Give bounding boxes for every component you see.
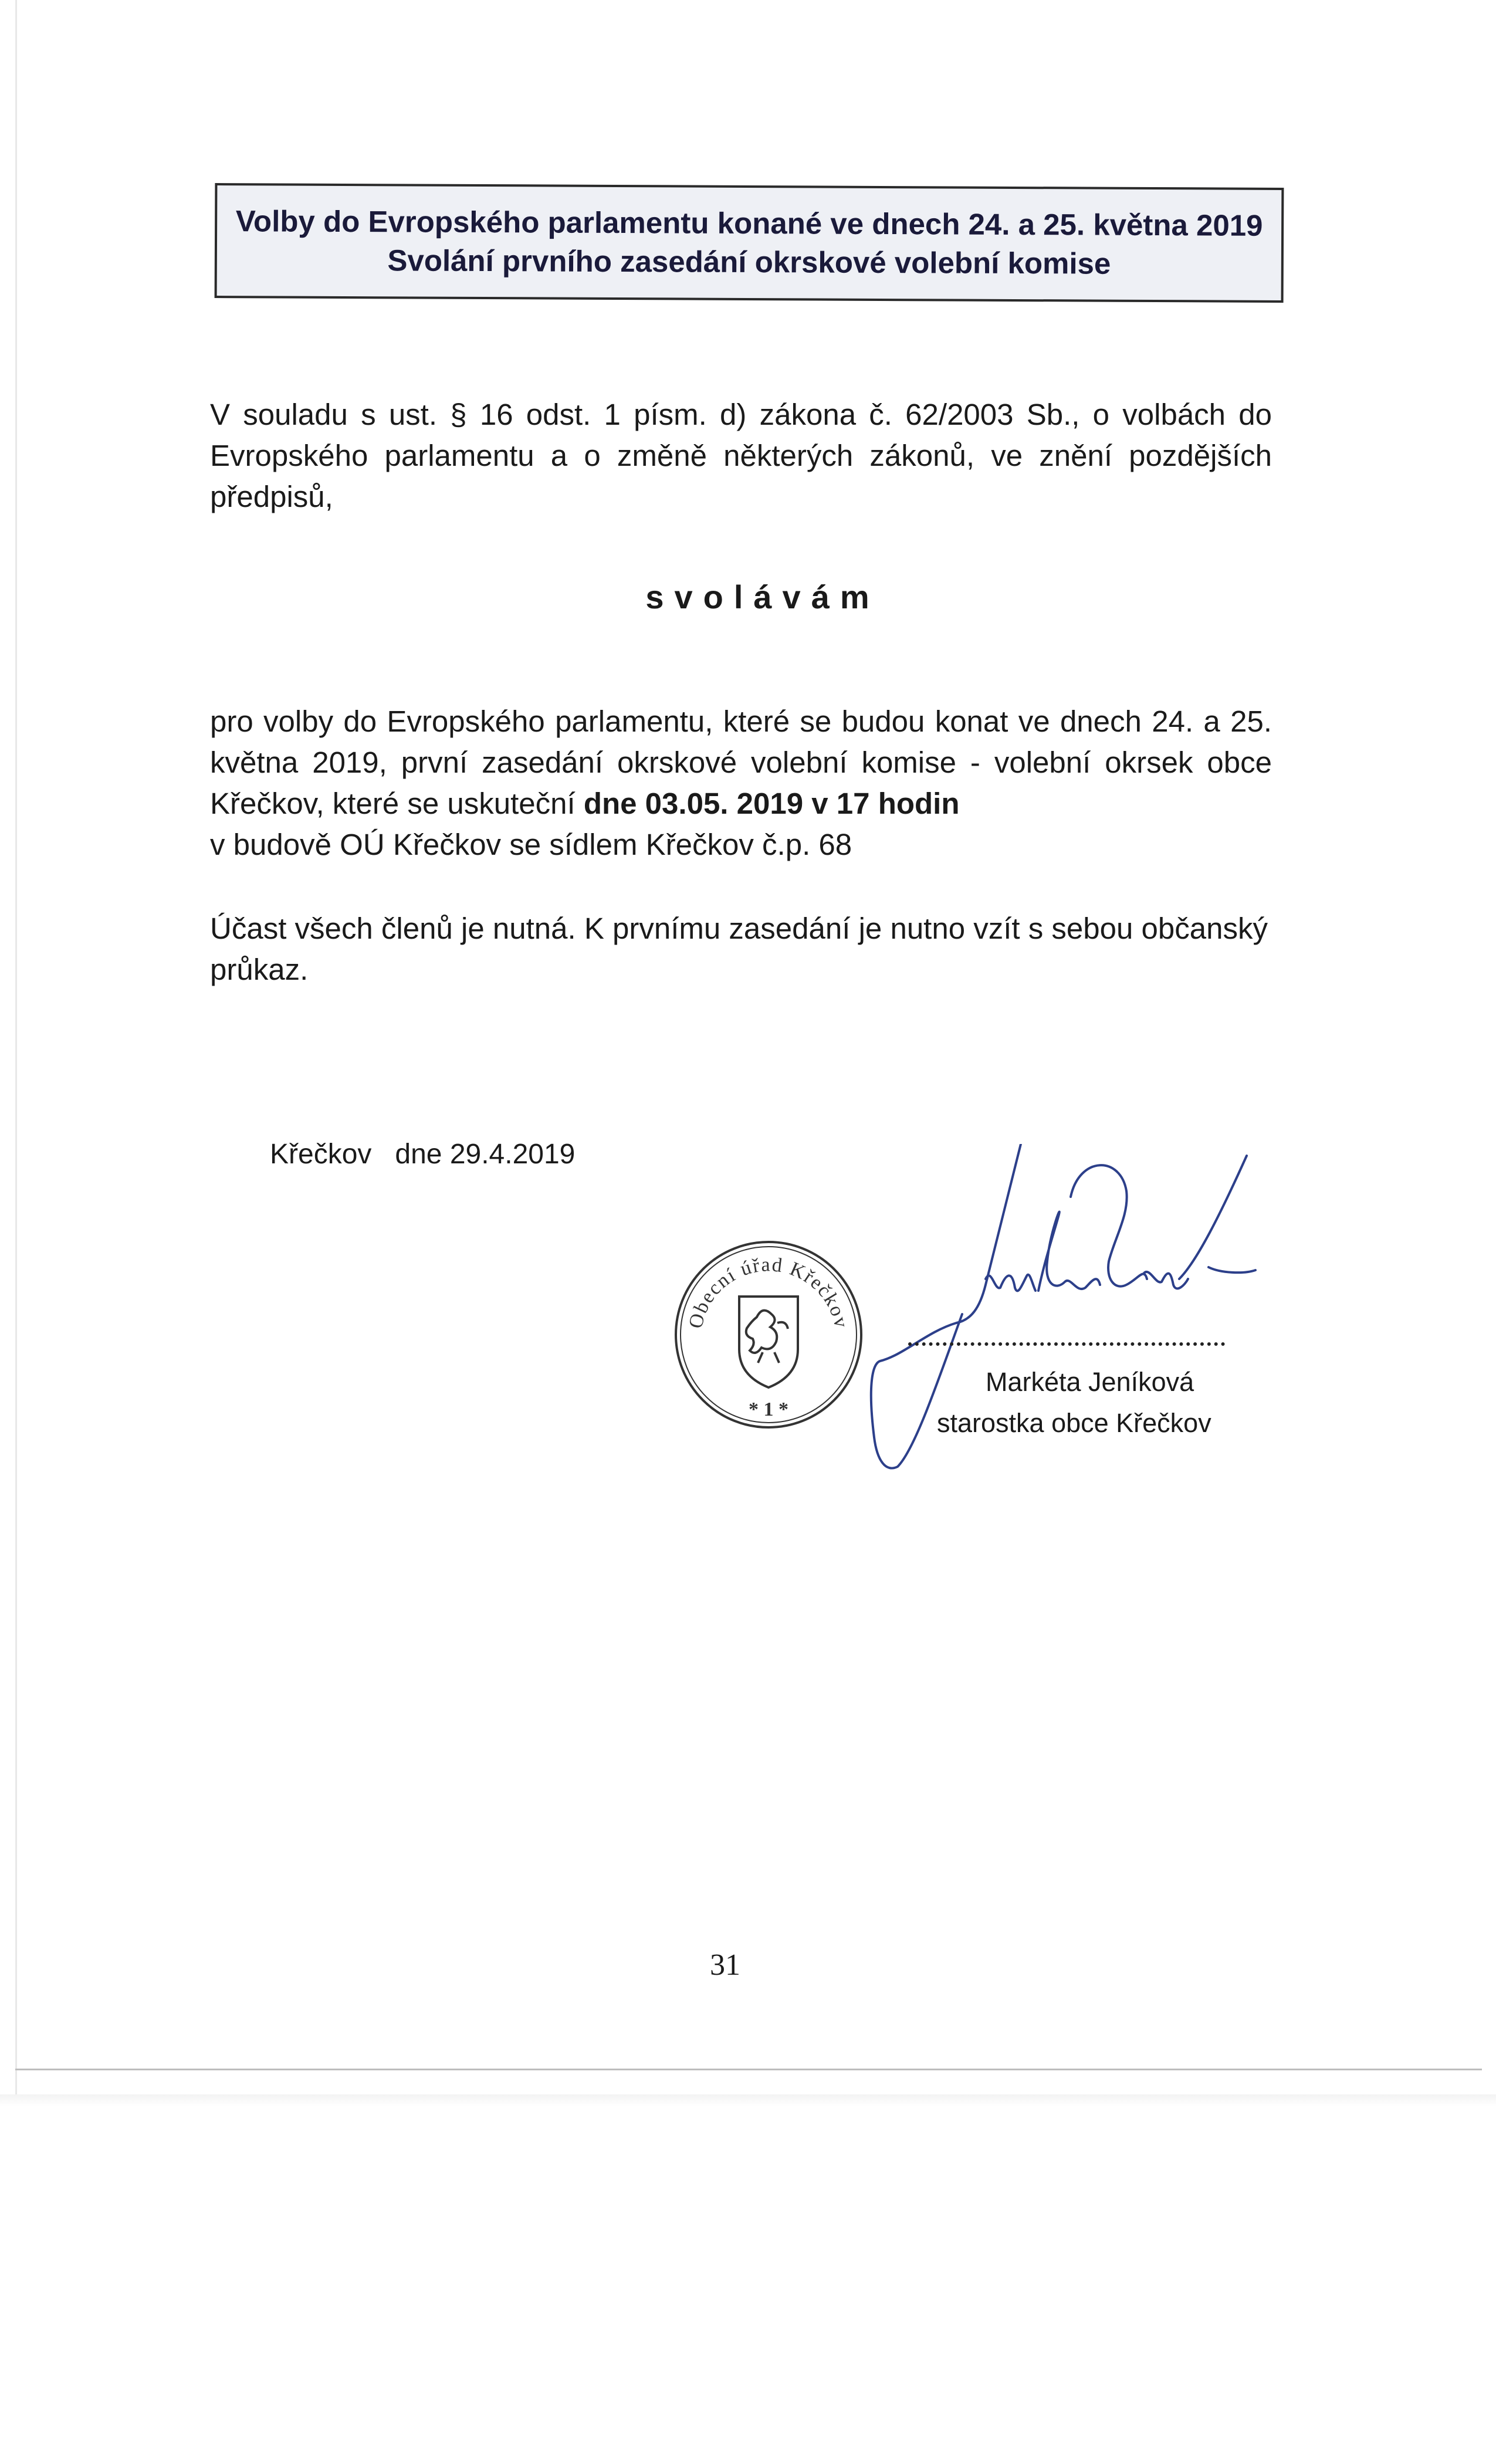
- meeting-location: v budově OÚ Křečkov se sídlem Křečkov č.p. 68: [210, 828, 852, 861]
- place-and-date: [270, 1138, 598, 1170]
- document-title: Volby do Evropského parlamentu konané ve dnech 24. a 25. května 2019: [235, 204, 1263, 242]
- scan-margin: [0, 2094, 1496, 2106]
- intro-paragraph: V souladu s ust. § 16 odst. 1 písm. d) zákona č. 62/2003 Sb., o volbách do Evropského parlamentu a o změně některých zákonů, ve znění pozdějších předpisů,: [210, 398, 1272, 513]
- svg-text:Obecní úřad Křečkov: Obecní úřad Křečkov: [685, 1254, 852, 1331]
- signer-title: starostka obce Křečkov: [937, 1408, 1211, 1438]
- main-paragraph: [210, 701, 1272, 865]
- place: Křečkov: [270, 1139, 372, 1170]
- attendance-note: Účast všech členů je nutná. K prvnímu zasedání je nutno vzít s sebou občanský průkaz.: [210, 912, 1268, 986]
- convocation-heading: svolávám: [645, 578, 880, 615]
- meeting-datetime: dne 03.05. 2019 v 17 hodin: [583, 787, 960, 820]
- signer-name: Markéta Jeníková: [986, 1367, 1194, 1397]
- svg-text:* 1 *: * 1 *: [749, 1399, 788, 1420]
- handwritten-signature: [868, 1144, 1326, 1496]
- date: dne 29.4.2019: [395, 1139, 576, 1170]
- official-stamp: [669, 1235, 868, 1434]
- page-number: 31: [710, 1948, 740, 1982]
- page-bottom-rule: [15, 2069, 1482, 2070]
- main-text: pro volby do Evropského parlamentu, které se budou konat ve dnech 24. a 25. května 2019, první zasedání okrskové volební komise - volební okrsek obce Křečkov, které se uskuteční: [210, 705, 1272, 820]
- document-title-box: [215, 183, 1284, 303]
- signature-line: [908, 1342, 1225, 1346]
- scan-edge: [15, 0, 17, 2106]
- document-subtitle: Svolání prvního zasedání okrskové volební komise: [387, 243, 1111, 280]
